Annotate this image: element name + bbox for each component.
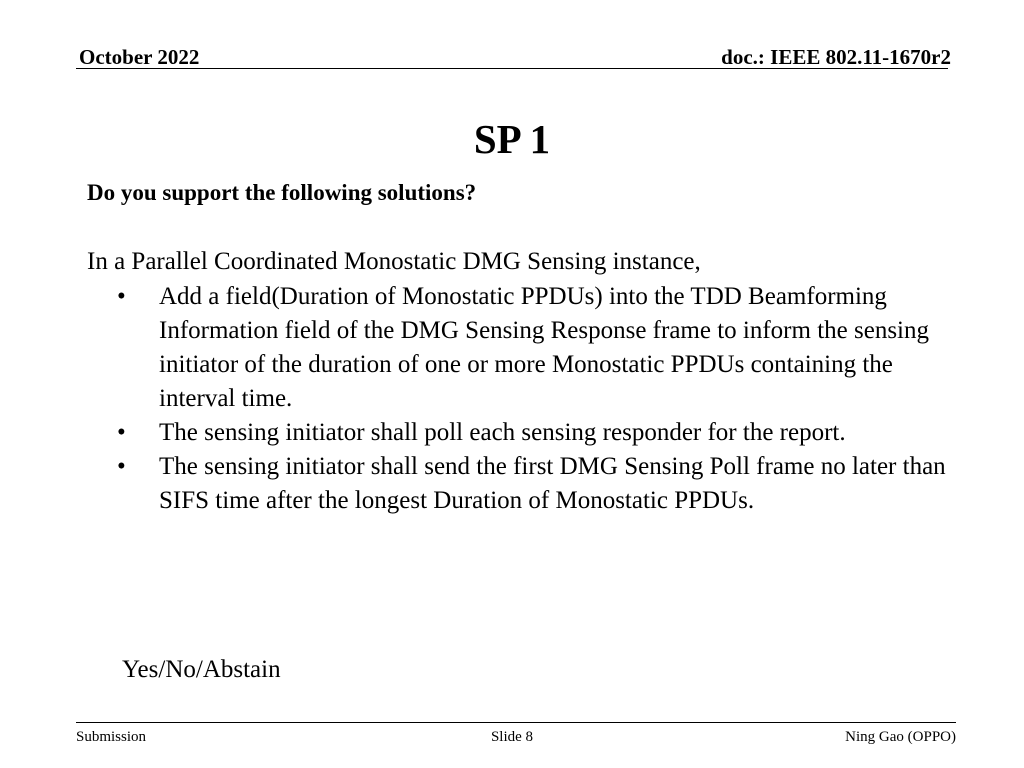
footer-slide-number: Slide 8 <box>490 729 534 745</box>
bullet-icon: • <box>117 453 126 480</box>
bullet-text: Add a field(Duration of Monostatic PPDUs) into the TDD Beamforming Information field of the DMG Sensing Response frame to inform the sensing initiator of the duration of one or more Monostatic PPDUs containing the interval time. <box>159 283 929 412</box>
intro-text: In a Parallel Coordinated Monostatic DMG Sensing instance, <box>87 248 701 275</box>
bullet-list <box>117 280 967 518</box>
footer-author: Ning Gao (OPPO) <box>845 729 956 745</box>
footer-divider <box>76 722 956 723</box>
footer-submission: Submission <box>76 729 147 745</box>
straw-poll-question: Do you support the following solutions? <box>87 180 477 205</box>
header-date: October 2022 <box>79 45 200 69</box>
bullet-text: The sensing initiator shall poll each sensing responder for the report. <box>159 419 846 446</box>
bullet-icon: • <box>117 283 126 310</box>
bullet-text: The sensing initiator shall send the first DMG Sensing Poll frame no later than SIFS time after the longest Duration of Monostatic PPDUs. <box>159 453 946 514</box>
vote-options: Yes/No/Abstain <box>122 656 281 683</box>
header-doc-id: doc.: IEEE 802.11-1670r2 <box>721 45 951 69</box>
header-divider <box>76 68 948 69</box>
bullet-item <box>117 416 967 450</box>
bullet-item <box>117 280 967 416</box>
bullet-item <box>117 450 967 518</box>
bullet-icon: • <box>117 419 126 446</box>
slide-title: SP 1 <box>473 116 551 162</box>
